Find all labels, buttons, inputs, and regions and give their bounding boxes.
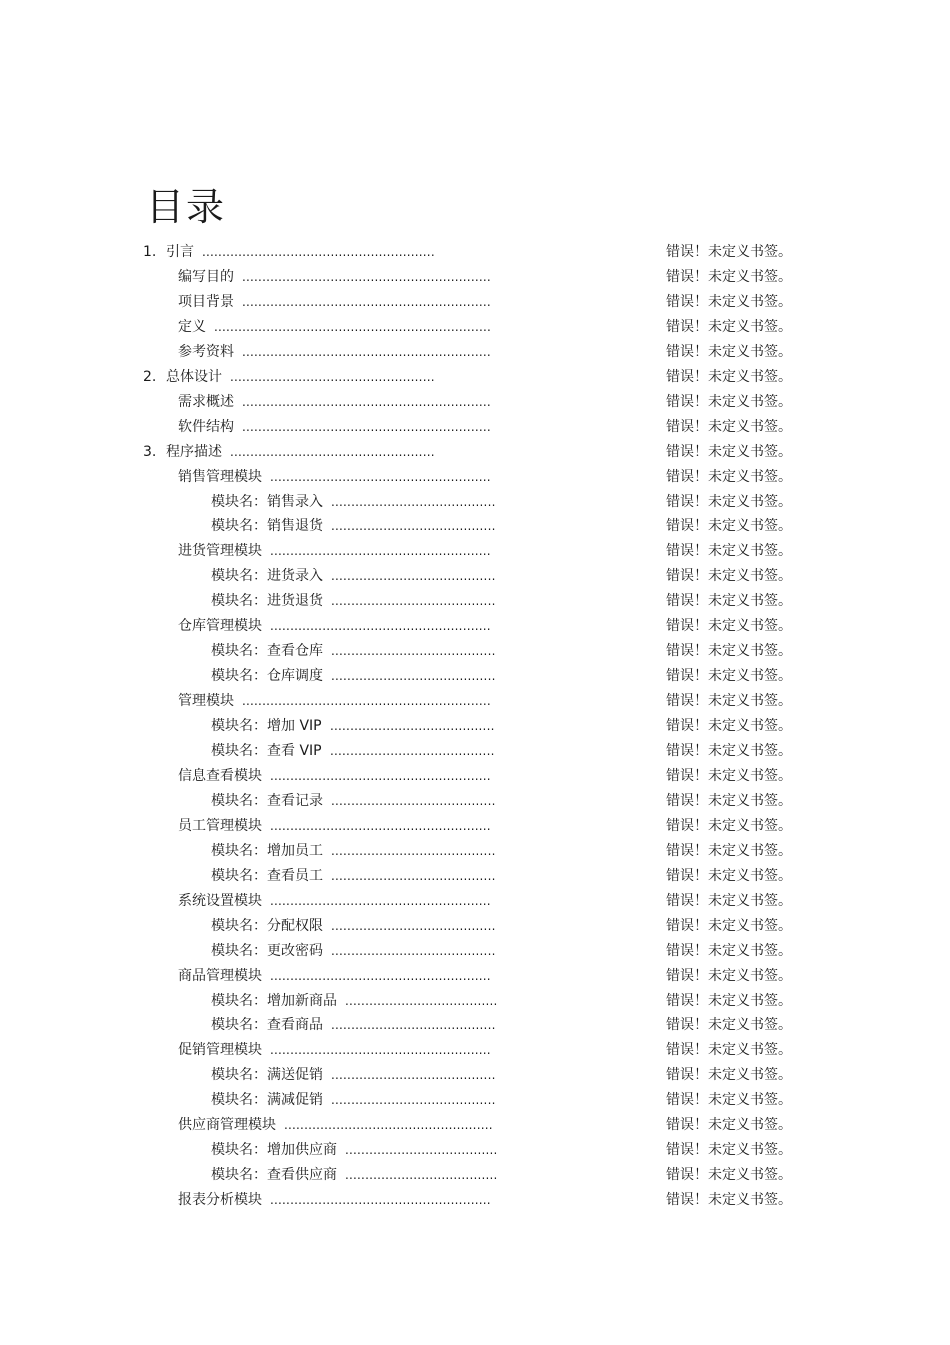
dot-leader: ....................................................... [270, 769, 491, 783]
toc-entry-label: 总体设计 [166, 369, 222, 385]
toc-entry-label: 模块名：增加员工 [211, 843, 323, 859]
toc-entry[interactable] [0, 564, 950, 588]
toc-entry-label: 商品管理模块 [178, 968, 262, 984]
toc-entry-label: 管理模块 [178, 693, 234, 709]
toc-entry-page-ref: 错误！未定义书签。 [666, 244, 792, 260]
toc-entry[interactable] [0, 1188, 950, 1212]
toc-entry-page-ref: 错误！未定义书签。 [666, 1042, 792, 1058]
toc-entry-page-ref: 错误！未定义书签。 [666, 718, 792, 734]
toc-entry-page-ref: 错误！未定义书签。 [666, 968, 792, 984]
toc-entry[interactable] [0, 1038, 950, 1062]
toc-entry-label: 模块名：进货退货 [211, 593, 323, 609]
toc-entry-page-ref: 错误！未定义书签。 [666, 768, 792, 784]
dot-leader: ......................................... [331, 644, 496, 658]
toc-entry[interactable] [0, 664, 950, 688]
toc-entry-label: 模块名：查看供应商 [211, 1167, 337, 1183]
toc-entry-page-ref: 错误！未定义书签。 [666, 1142, 792, 1158]
toc-entry[interactable] [0, 764, 950, 788]
dot-leader: ......................................... [331, 1068, 496, 1082]
dot-leader: ....................................................... [270, 819, 491, 833]
toc-entry[interactable] [0, 814, 950, 838]
toc-entry-page-ref: 错误！未定义书签。 [666, 494, 792, 510]
toc-entry-label: 软件结构 [178, 419, 234, 435]
toc-entry[interactable] [0, 514, 950, 538]
dot-leader: ......................................... [331, 519, 496, 533]
toc-entry[interactable] [0, 265, 950, 289]
toc-entry[interactable] [0, 240, 950, 264]
toc-entry[interactable] [0, 490, 950, 514]
toc-entry[interactable] [0, 714, 950, 738]
toc-entry-label: 模块名：增加供应商 [211, 1142, 337, 1158]
toc-entry-label: 模块名：增加新商品 [211, 993, 337, 1009]
toc-entry-page-ref: 错误！未定义书签。 [666, 643, 792, 659]
toc-entry-label: 程序描述 [166, 444, 222, 460]
dot-leader: ......................................... [331, 794, 496, 808]
toc-entry-page-ref: 错误！未定义书签。 [666, 893, 792, 909]
toc-entry-page-ref: 错误！未定义书签。 [666, 269, 792, 285]
toc-entry-page-ref: 错误！未定义书签。 [666, 469, 792, 485]
dot-leader: ......................................... [331, 944, 496, 958]
dot-leader: .......................................................... [202, 245, 435, 259]
toc-entry-label: 模块名：增加 VIP [211, 718, 322, 734]
toc-entry[interactable] [0, 539, 950, 563]
toc-entry[interactable] [0, 1063, 950, 1087]
toc-entry-page-ref: 错误！未定义书签。 [666, 394, 792, 410]
toc-entry[interactable] [0, 440, 950, 464]
dot-leader: ....................................................... [270, 619, 491, 633]
dot-leader: ......................................... [331, 495, 496, 509]
toc-entry[interactable] [0, 1088, 950, 1112]
toc-entry[interactable] [0, 340, 950, 364]
toc-entry-label: 仓库管理模块 [178, 618, 262, 634]
toc-entry-label: 模块名：查看员工 [211, 868, 323, 884]
toc-entry-page-ref: 错误！未定义书签。 [666, 1092, 792, 1108]
toc-entry[interactable] [0, 614, 950, 638]
toc-entry-page-ref: 错误！未定义书签。 [666, 1017, 792, 1033]
toc-entry-label: 模块名：分配权限 [211, 918, 323, 934]
dot-leader: ......................................... [331, 919, 496, 933]
toc-entry[interactable] [0, 839, 950, 863]
toc-entry-page-ref: 错误！未定义书签。 [666, 993, 792, 1009]
dot-leader: .................................................... [284, 1118, 493, 1132]
toc-entry[interactable] [0, 1138, 950, 1162]
toc-entry-page-ref: 错误！未定义书签。 [666, 918, 792, 934]
toc-entry[interactable] [0, 1113, 950, 1137]
toc-entry[interactable] [0, 390, 950, 414]
toc-entry[interactable] [0, 589, 950, 613]
toc-entry-label: 模块名：销售录入 [211, 494, 323, 510]
toc-entry[interactable] [0, 1013, 950, 1037]
dot-leader: ...................................... [345, 1168, 498, 1182]
dot-leader: ....................................................... [270, 894, 491, 908]
toc-entry-label: 模块名：查看记录 [211, 793, 323, 809]
toc-entry[interactable] [0, 689, 950, 713]
table-of-contents [0, 240, 950, 1213]
toc-entry[interactable] [0, 739, 950, 763]
toc-entry[interactable] [0, 1163, 950, 1187]
toc-entry-page-ref: 错误！未定义书签。 [666, 1067, 792, 1083]
dot-leader: ......................................... [331, 594, 496, 608]
toc-entry[interactable] [0, 939, 950, 963]
toc-entry-page-ref: 错误！未定义书签。 [666, 1192, 792, 1208]
toc-entry-page-ref: 错误！未定义书签。 [666, 618, 792, 634]
toc-entry[interactable] [0, 415, 950, 439]
toc-entry[interactable] [0, 864, 950, 888]
toc-entry-label: 模块名：仓库调度 [211, 668, 323, 684]
toc-entry-label: 模块名：更改密码 [211, 943, 323, 959]
dot-leader: ......................................... [330, 719, 495, 733]
toc-entry-label: 编写目的 [178, 269, 234, 285]
dot-leader: ....................................................... [270, 470, 491, 484]
toc-entry-page-ref: 错误！未定义书签。 [666, 668, 792, 684]
toc-entry-page-ref: 错误！未定义书签。 [666, 818, 792, 834]
toc-entry-label: 信息查看模块 [178, 768, 262, 784]
toc-entry-page-ref: 错误！未定义书签。 [666, 743, 792, 759]
toc-entry-page-ref: 错误！未定义书签。 [666, 1117, 792, 1133]
toc-entry[interactable] [0, 914, 950, 938]
page-title: 目录 [146, 185, 227, 229]
toc-entry-number: 1. [143, 244, 157, 260]
toc-entry-page-ref: 错误！未定义书签。 [666, 868, 792, 884]
toc-entry[interactable] [0, 315, 950, 339]
toc-entry-label: 项目背景 [178, 294, 234, 310]
toc-entry[interactable] [0, 290, 950, 314]
toc-entry-label: 员工管理模块 [178, 818, 262, 834]
toc-entry-page-ref: 错误！未定义书签。 [666, 294, 792, 310]
toc-entry-page-ref: 错误！未定义书签。 [666, 593, 792, 609]
dot-leader: ................................................... [230, 370, 435, 384]
toc-entry-label: 需求概述 [178, 394, 234, 410]
dot-leader: ................................................... [230, 445, 435, 459]
toc-entry-label: 供应商管理模块 [178, 1117, 276, 1133]
dot-leader: ....................................................... [270, 969, 491, 983]
toc-entry-label: 模块名：满送促销 [211, 1067, 323, 1083]
toc-entry-page-ref: 错误！未定义书签。 [666, 568, 792, 584]
toc-entry-number: 2. [143, 369, 157, 385]
dot-leader: ......................................... [331, 1093, 496, 1107]
toc-entry[interactable] [0, 889, 950, 913]
toc-entry-page-ref: 错误！未定义书签。 [666, 543, 792, 559]
toc-entry-label: 系统设置模块 [178, 893, 262, 909]
toc-entry-page-ref: 错误！未定义书签。 [666, 793, 792, 809]
toc-entry-label: 模块名：查看商品 [211, 1017, 323, 1033]
toc-entry-page-ref: 错误！未定义书签。 [666, 369, 792, 385]
toc-entry-label: 销售管理模块 [178, 469, 262, 485]
toc-entry-page-ref: 错误！未定义书签。 [666, 1167, 792, 1183]
toc-entry-label: 模块名：满减促销 [211, 1092, 323, 1108]
toc-entry-page-ref: 错误！未定义书签。 [666, 693, 792, 709]
dot-leader: ......................................... [331, 1018, 496, 1032]
toc-entry[interactable] [0, 789, 950, 813]
toc-entry[interactable] [0, 465, 950, 489]
dot-leader: ......................................... [330, 744, 495, 758]
toc-entry-label: 定义 [178, 319, 206, 335]
toc-entry-number: 3. [143, 444, 157, 460]
dot-leader: .............................................................. [242, 295, 491, 309]
toc-entry-label: 促销管理模块 [178, 1042, 262, 1058]
dot-leader: ....................................................... [270, 1043, 491, 1057]
toc-entry-page-ref: 错误！未定义书签。 [666, 319, 792, 335]
dot-leader: ......................................... [331, 869, 496, 883]
dot-leader: .............................................................. [242, 694, 491, 708]
toc-entry-page-ref: 错误！未定义书签。 [666, 843, 792, 859]
dot-leader: ......................................... [331, 569, 496, 583]
toc-entry-label: 模块名：销售退货 [211, 518, 323, 534]
toc-entry-label: 模块名：进货录入 [211, 568, 323, 584]
dot-leader: ...................................... [345, 994, 498, 1008]
toc-entry[interactable] [0, 989, 950, 1013]
dot-leader: .............................................................. [242, 395, 491, 409]
dot-leader: .............................................................. [242, 420, 491, 434]
dot-leader: .............................................................. [242, 270, 491, 284]
toc-entry-page-ref: 错误！未定义书签。 [666, 444, 792, 460]
toc-entry-label: 模块名：查看仓库 [211, 643, 323, 659]
dot-leader: ..................................................................... [214, 320, 491, 334]
toc-entry-page-ref: 错误！未定义书签。 [666, 943, 792, 959]
toc-entry-page-ref: 错误！未定义书签。 [666, 344, 792, 360]
dot-leader: ......................................... [331, 844, 496, 858]
toc-entry[interactable] [0, 964, 950, 988]
dot-leader: ......................................... [331, 669, 496, 683]
toc-entry-label: 参考资料 [178, 344, 234, 360]
toc-entry[interactable] [0, 365, 950, 389]
dot-leader: ...................................... [345, 1143, 498, 1157]
dot-leader: .............................................................. [242, 345, 491, 359]
toc-entry-label: 引言 [166, 244, 194, 260]
dot-leader: ....................................................... [270, 1193, 491, 1207]
toc-entry-label: 模块名：查看 VIP [211, 743, 322, 759]
dot-leader: ....................................................... [270, 544, 491, 558]
toc-entry-page-ref: 错误！未定义书签。 [666, 419, 792, 435]
toc-entry-label: 报表分析模块 [178, 1192, 262, 1208]
toc-entry[interactable] [0, 639, 950, 663]
toc-entry-label: 进货管理模块 [178, 543, 262, 559]
toc-entry-page-ref: 错误！未定义书签。 [666, 518, 792, 534]
